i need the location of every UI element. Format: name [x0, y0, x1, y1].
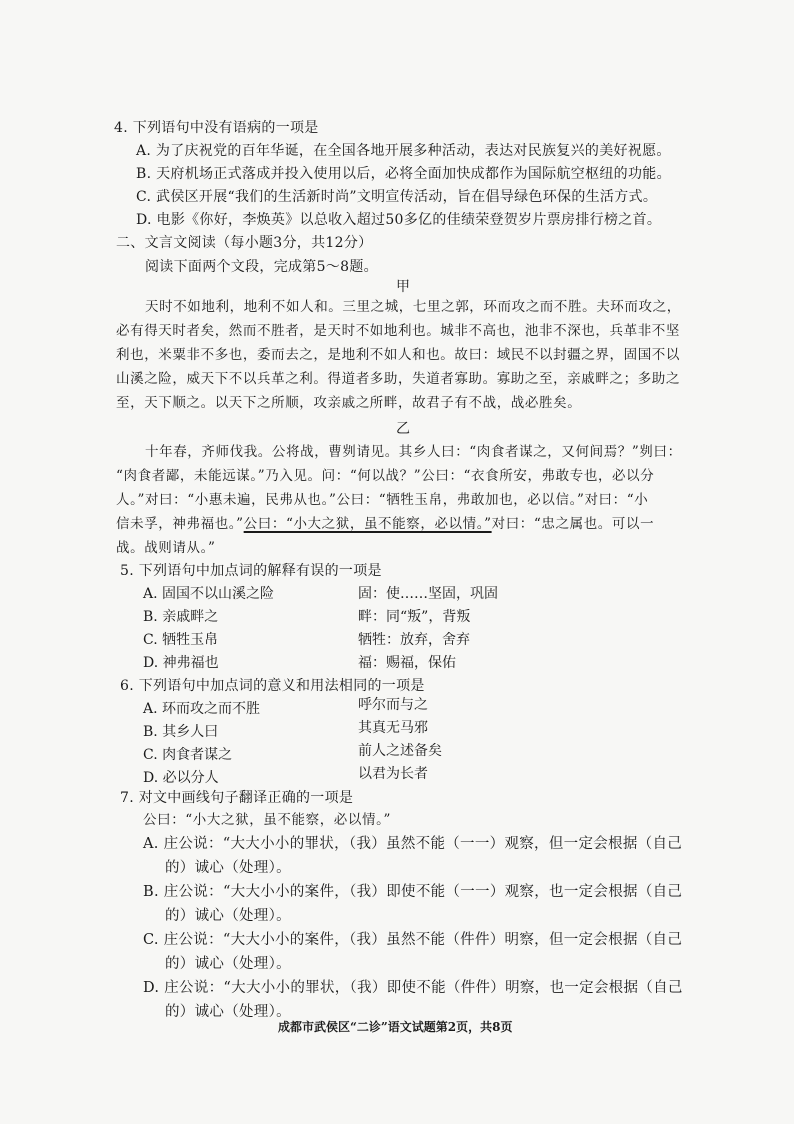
- q4-option-b: B. 天府机场正式落成并投入使用以后，必将全面加快成都作为国际航空枢纽的功能。: [136, 166, 671, 182]
- q6-option-d: D. 必以分人: [143, 770, 219, 786]
- q7-option-c: C. 庄公说：“大大小小的案件，（我）虽然不能（件件）明察，但一定会根据（自己: [143, 932, 683, 948]
- q5-option-b-gloss: 畔：同“叛”，背叛: [358, 609, 471, 625]
- q6-option-a: A. 环而攻之而不胜: [143, 701, 261, 717]
- q7-option-d: D. 庄公说：“大大小小的罪状，（我）即使不能（件件）明察，也一定会根据（自己: [143, 980, 683, 996]
- q6-stem: 6. 下列语句中加点词的意义和用法相同的一项是: [120, 678, 425, 694]
- passage-yi-line: 十年春，齐师伐我。公将战，曹刿请见。其乡人曰：“肉食者谋之，又何间焉？”刿曰：: [145, 444, 682, 460]
- q7-option-a: A. 庄公说：“大大小小的罪状，（我）虽然不能（一一）观察，但一定会根据（自己: [143, 836, 683, 852]
- q5-option-d-gloss: 福：赐福，保佑: [358, 655, 456, 671]
- q7-stem: 7. 对文中画线句子翻译正确的一项是: [120, 790, 354, 806]
- passage-yi-text: 对曰：“忠之属也。可以一: [491, 516, 655, 532]
- q7-quote: 公曰：“小大之狱，虽不能察，必以情。”: [143, 812, 391, 828]
- q4-option-d: D. 电影《你好，李焕英》以总收入超过50多亿的佳绩荣登贺岁片票房排行榜之首。: [136, 212, 662, 228]
- q6-option-c: C. 肉食者谋之: [143, 747, 233, 763]
- passage-jia-title: 甲: [396, 279, 410, 295]
- q4-option-c: C. 武侯区开展“我们的生活新时尚”文明宣传活动，旨在倡导绿色环保的生活方式。: [136, 189, 658, 205]
- page-footer: 成都市武侯区“二诊”语文试题第2页，共8页: [278, 1020, 513, 1034]
- q4-stem: 4. 下列语句中没有语病的一项是: [114, 120, 319, 136]
- passage-yi-text: 信未孚，神弗福也。”: [116, 516, 244, 532]
- q7-option-b-cont: 的）诚心（处理）。: [165, 908, 291, 924]
- q7-option-b: B. 庄公说：“大大小小的案件，（我）即使不能（一一）观察，也一定会根据（自己: [143, 884, 683, 900]
- passage-jia-line: 利也，米粟非不多也，委而去之，是地利不如人和也。故曰：域民不以封疆之界，固国不以: [116, 347, 680, 363]
- underlined-sentence: 公曰：“小大之狱，虽不能察，必以情。”: [243, 516, 492, 532]
- passage-jia-line: 山溪之险，威天下不以兵革之利。得道者多助，失道者寡助。寡助之至，亲戚畔之；多助之: [116, 371, 680, 387]
- q7-option-d-cont: 的）诚心（处理）。: [165, 1004, 291, 1020]
- passage-yi-line: “肉食者鄙，未能远谋。”乃入见。问：“何以战？”公曰：“衣食所安，弗敢专也，必以分: [116, 468, 655, 484]
- passage-jia-line: 天时不如地利，地利不如人和。三里之城，七里之郭，环而攻之而不胜。夫环而攻之，: [145, 299, 681, 315]
- q7-option-c-cont: 的）诚心（处理）。: [165, 956, 291, 972]
- q6-option-d-compare: 以君为长者: [358, 766, 428, 782]
- q6-option-b: B. 其乡人曰: [143, 724, 219, 740]
- q4-option-a: A. 为了庆祝党的百年华诞，在全国各地开展多种活动，表达对民族复兴的美好祝愿。: [136, 143, 671, 159]
- q6-option-a-compare: 呼尔而与之: [358, 697, 428, 713]
- q5-option-c-gloss: 牺牲：放弃，舍弃: [358, 632, 470, 648]
- q6-option-c-compare: 前人之述备矣: [358, 743, 442, 759]
- q7-option-a-cont: 的）诚心（处理）。: [165, 860, 291, 876]
- q5-option-d: D. 神弗福也: [143, 655, 219, 671]
- passage-yi-title: 乙: [396, 421, 410, 437]
- passage-yi-line: 战。战则请从。”: [116, 540, 216, 556]
- q5-option-a-gloss: 固：使……坚固，巩固: [358, 586, 498, 602]
- passage-jia-line: 必有得天时者矣，然而不胜者，是天时不如地利也。城非不高也，池非不深也，兵革非不坚: [116, 323, 680, 339]
- passage-yi-line: 人。”对曰：“小惠未遍，民弗从也。”公曰：“牺牲玉帛，弗敢加也，必以信。”对曰：“小: [116, 492, 649, 508]
- q5-stem: 5. 下列语句中加点词的解释有误的一项是: [120, 563, 382, 579]
- section-heading: 二、文言文阅读（每小题3分，共12分）: [116, 235, 373, 251]
- section-instruction: 阅读下面两个文段，完成第5～8题。: [145, 259, 378, 275]
- passage-yi-line: [116, 514, 654, 534]
- q5-option-a: A. 固国不以山溪之险: [143, 586, 275, 602]
- q6-option-b-compare: 其真无马邪: [358, 720, 428, 736]
- q5-option-b: B. 亲戚畔之: [143, 609, 219, 625]
- q5-option-c: C. 牺牲玉帛: [143, 632, 219, 648]
- passage-jia-line: 至，天下顺之。以天下之所顺，攻亲戚之所畔，故君子有不战，战必胜矣。: [116, 395, 582, 411]
